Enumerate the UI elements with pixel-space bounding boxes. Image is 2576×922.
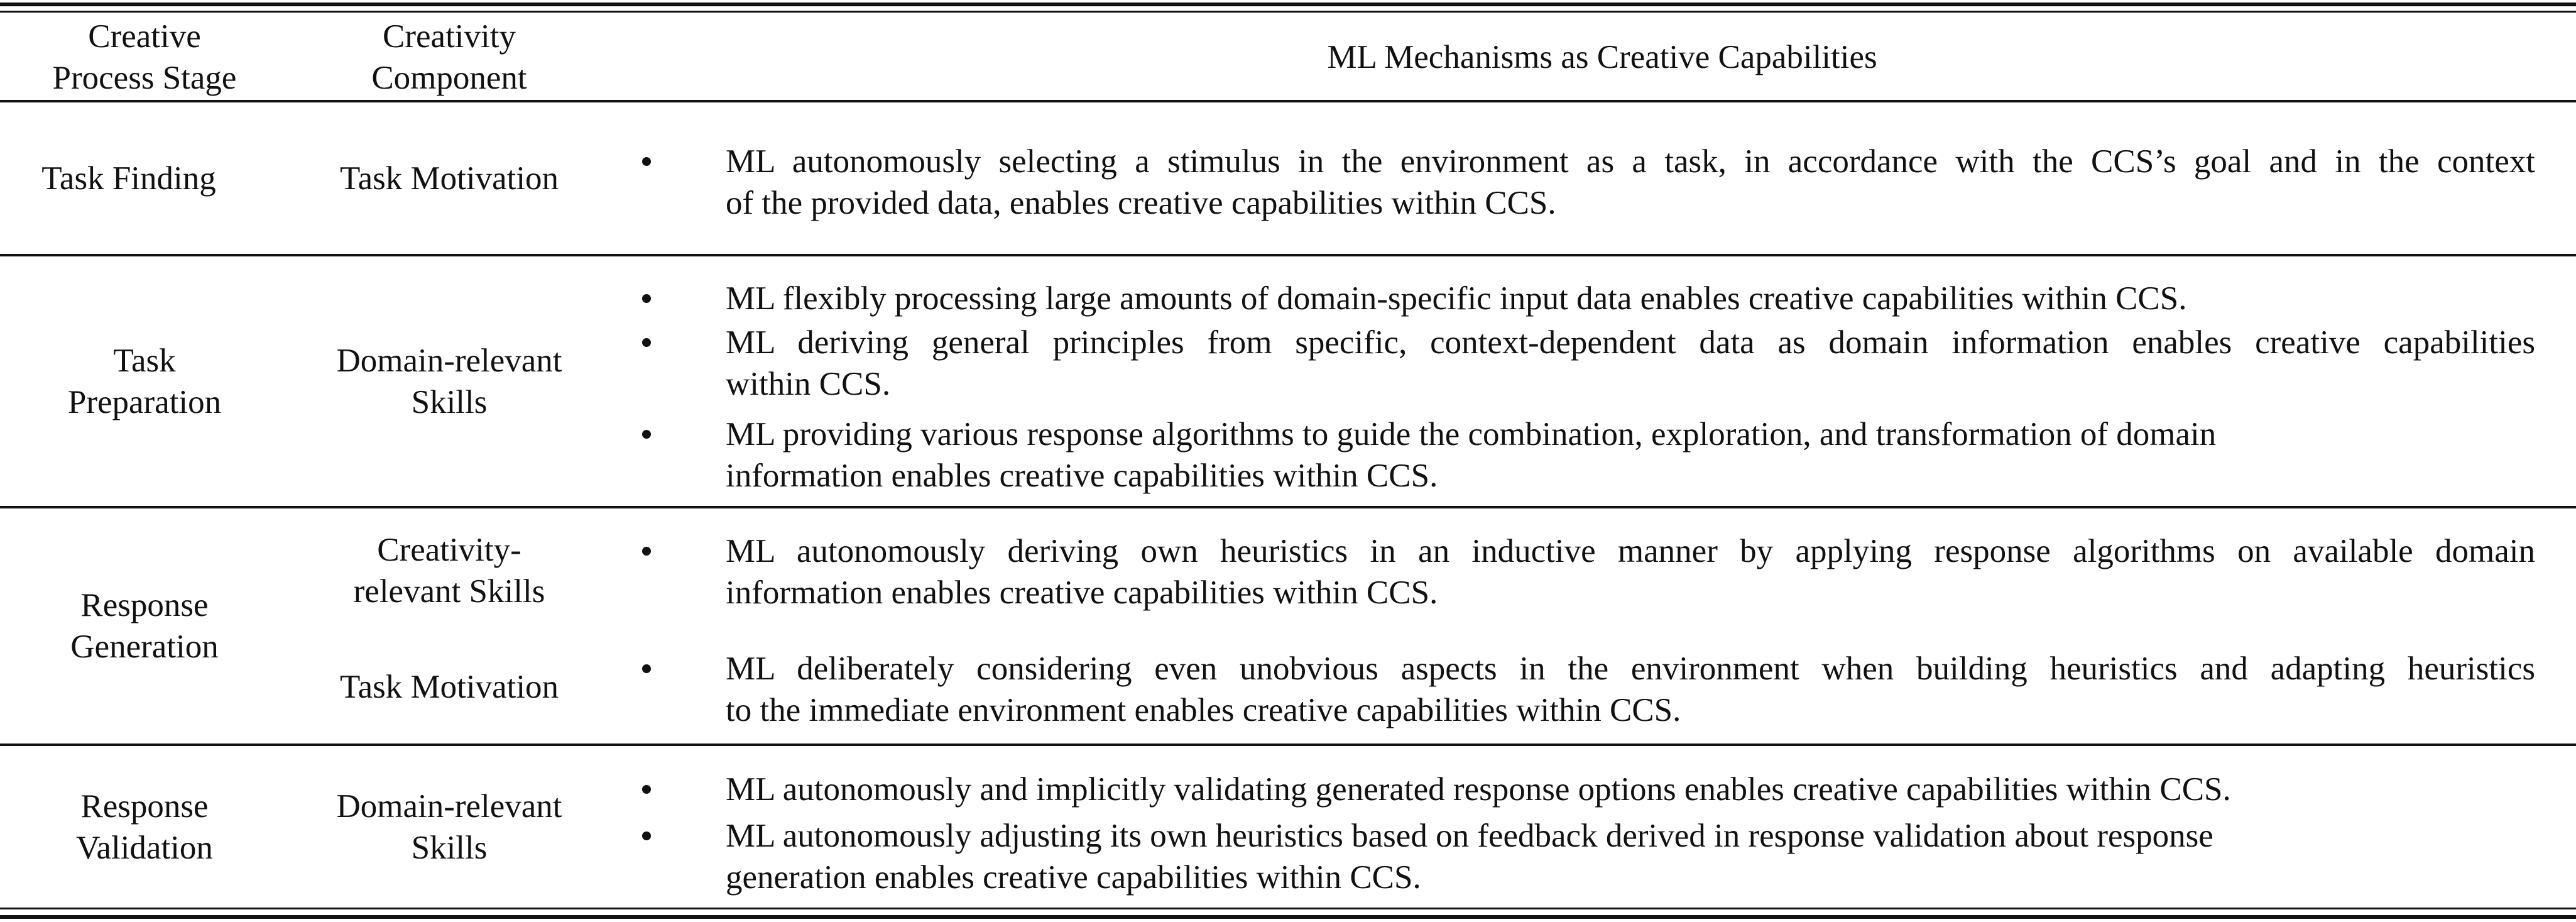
row-3-stage: Response Generation	[70, 587, 219, 665]
row-4-bullet-2: ML autonomously adjusting its own heuristics based on feedback derived in response validation about response generation enables creative capabilities within CCS.	[726, 818, 2213, 896]
bullet-dot	[642, 430, 651, 439]
row-3-component-2: Task Motivation	[339, 669, 559, 705]
bullet-dot	[642, 831, 651, 840]
bullet-dot	[642, 547, 651, 556]
bullet-dot	[642, 664, 651, 673]
bullet-dot	[642, 338, 651, 347]
row-4-bullet-1: ML autonomously and implicitly validating generated response options enables creative capabilities within CCS.	[726, 771, 2231, 808]
top-rule-inner	[0, 11, 2576, 13]
bullet-dot	[642, 294, 651, 303]
bottom-rule-inner	[0, 908, 2576, 909]
row-rule-2	[0, 506, 2576, 508]
row-1-stage: Task Finding	[41, 160, 216, 197]
row-3-bullet-1: ML autonomously deriving own heuristics in an inductive manner by applying response algorithms on available domain information enables creative capabilities within CCS.	[726, 533, 2535, 611]
header-creativity-component: Creativity Component	[371, 18, 527, 96]
header-creative-process-stage: Creative Process Stage	[52, 18, 237, 96]
row-2-bullet-2: ML deriving general principles from specific, context-dependent data as domain information enables creative capabilities within CCS.	[726, 324, 2535, 402]
top-rule-outer	[0, 3, 2576, 6]
row-4-component: Domain-relevant Skills	[336, 788, 562, 866]
row-2-stage: Task Preparation	[67, 342, 222, 420]
header-ml-mechanisms: ML Mechanisms as Creative Capabilities	[1327, 38, 1877, 75]
bullet-dot	[642, 785, 651, 794]
row-3-component-1: Creativity- relevant Skills	[353, 532, 545, 610]
row-1-bullet-1: ML autonomously selecting a stimulus in the environment as a task, in accordance with the CCS’s goal and in the context of the provided data, enables creative capabilities within CCS.	[726, 143, 2535, 221]
row-4-stage: Response Validation	[76, 788, 213, 866]
bottom-rule-outer	[0, 915, 2576, 919]
row-2-bullet-3: ML providing various response algorithms to guide the combination, exploration, and transformation of domain information enables creative capabilities within CCS.	[726, 416, 2217, 494]
row-2-bullet-1: ML flexibly processing large amounts of domain-specific input data enables creative capabilities within CCS.	[726, 280, 2187, 317]
row-2-component: Domain-relevant Skills	[336, 342, 562, 420]
row-1-component: Task Motivation	[339, 160, 559, 197]
row-3-bullet-2: ML deliberately considering even unobvious aspects in the environment when building heuristics and adapting heuristics to the immediate environment enables creative capabilities within CCS.	[726, 650, 2535, 728]
bullet-dot	[642, 157, 651, 166]
